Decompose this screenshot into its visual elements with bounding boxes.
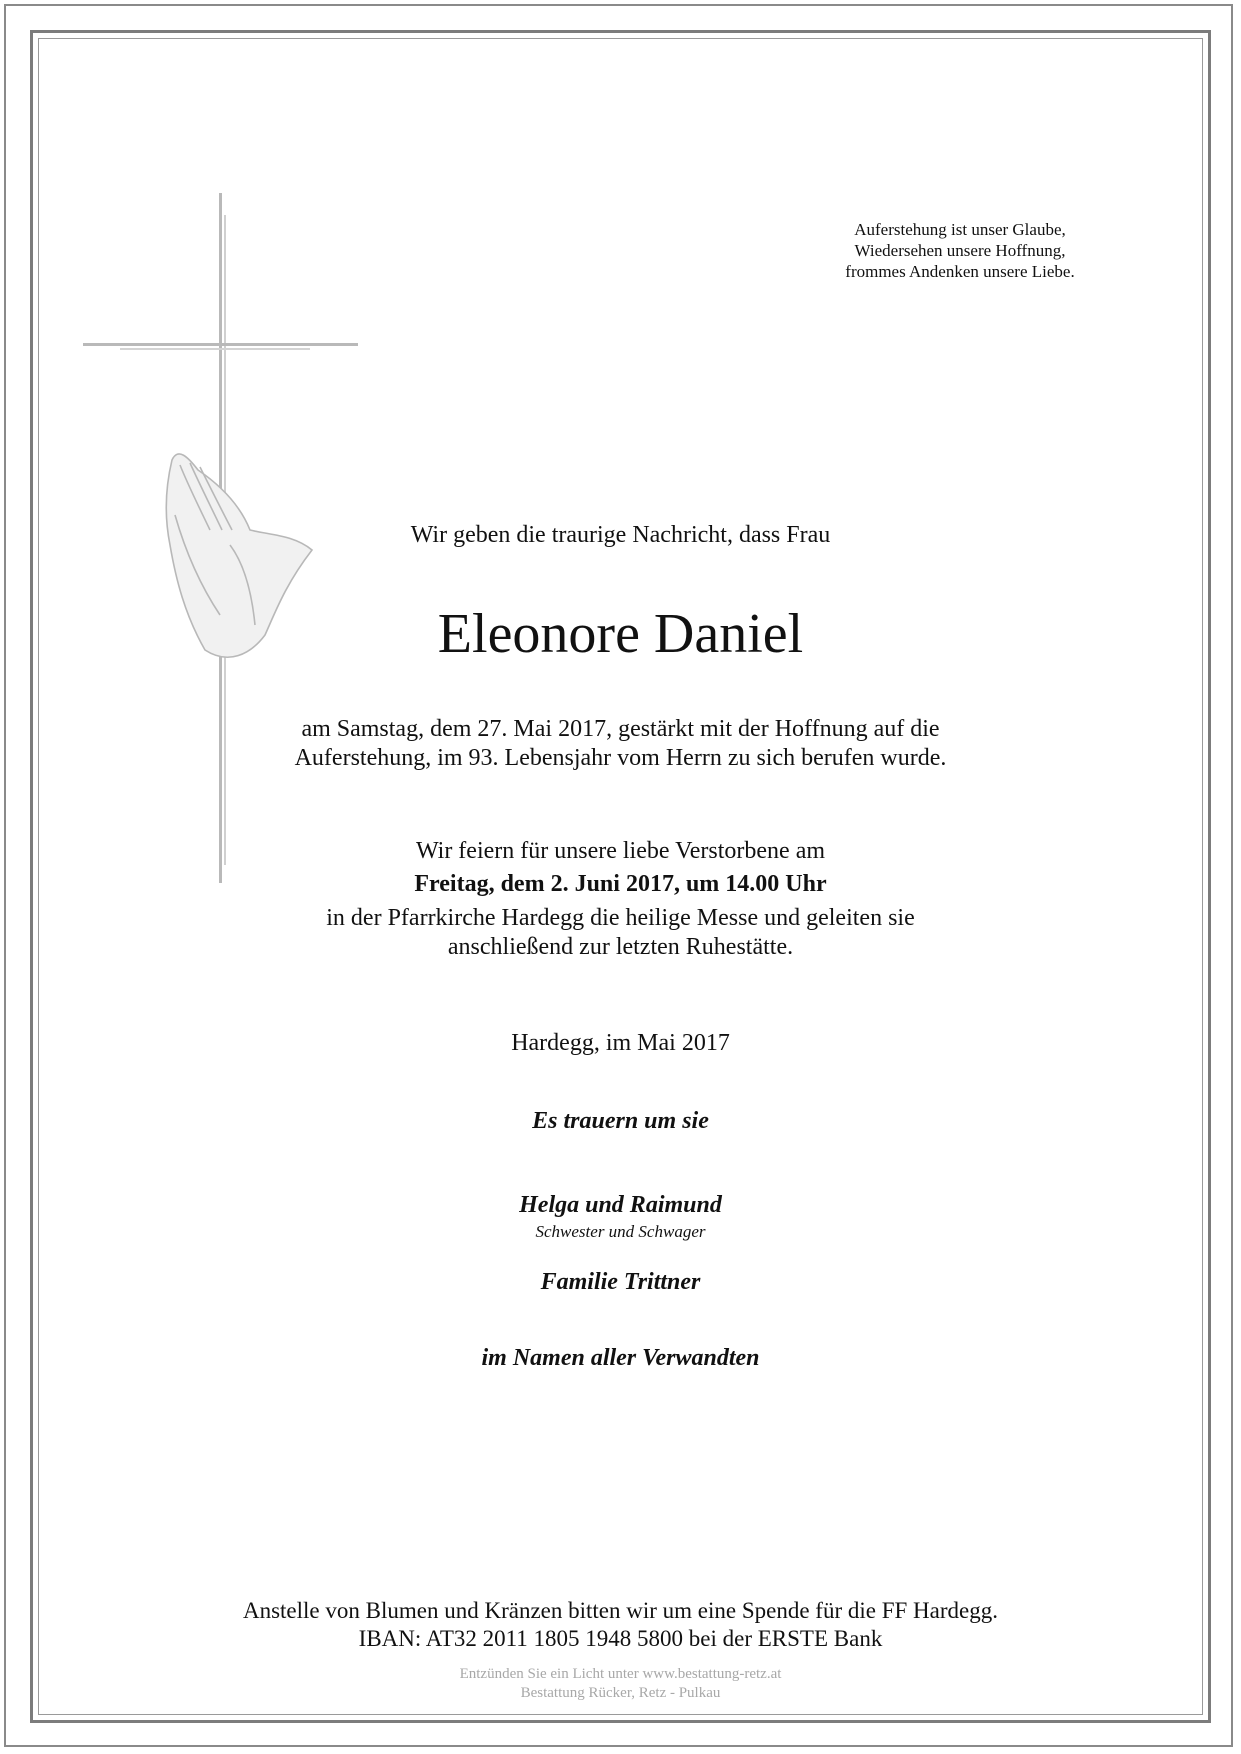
footer-company-line: Bestattung Rücker, Retz - Pulkau (520, 1685, 721, 1701)
service-date-time: Freitag, dem 2. Juni 2017, um 14.00 Uhr (414, 871, 827, 897)
mourner-relation: Schwester und Schwager (535, 1222, 706, 1241)
service-notice (0, 837, 1241, 962)
passing-notice (0, 715, 1241, 773)
quote-line: frommes Andenken unsere Liebe. (845, 262, 1075, 281)
announcement-intro: Wir geben die traurige Nachricht, dass Frau (410, 522, 831, 548)
mourner-name: im Namen aller Verwandten (481, 1345, 760, 1371)
donation-line: Anstelle von Blumen und Kränzen bitten wir um eine Spende für die FF Hardegg. (242, 1598, 998, 1623)
place-and-date: Hardegg, im Mai 2017 (511, 1030, 730, 1056)
donation-request (0, 1597, 1241, 1653)
service-line: anschließend zur letzten Ruhestätte. (447, 934, 794, 960)
mourner-name: Familie Trittner (540, 1269, 701, 1295)
footer-website-line: Entzünden Sie ein Licht unter www.bestattung-retz.at (459, 1666, 782, 1682)
passing-line: am Samstag, dem 27. Mai 2017, gestärkt mit der Hoffnung auf die (301, 716, 940, 742)
mourner-name: Helga und Raimund (519, 1192, 722, 1218)
epitaph-quote (790, 219, 1130, 282)
quote-line: Auferstehung ist unser Glaube, (854, 220, 1066, 239)
funeral-home-footer (0, 1665, 1241, 1703)
quote-line: Wiedersehen unsere Hoffnung, (854, 241, 1066, 260)
iban-line: IBAN: AT32 2011 1805 1948 5800 bei der ERSTE Bank (358, 1626, 883, 1651)
service-line: in der Pfarrkirche Hardegg die heilige Messe und geleiten sie (326, 905, 915, 931)
passing-line: Auferstehung, im 93. Lebensjahr vom Herrn zu sich berufen wurde. (294, 745, 947, 771)
deceased-name: Eleonore Daniel (437, 603, 804, 665)
mourners-heading: Es trauern um sie (532, 1108, 709, 1134)
service-line: Wir feiern für unsere liebe Verstorbene am (415, 838, 826, 864)
